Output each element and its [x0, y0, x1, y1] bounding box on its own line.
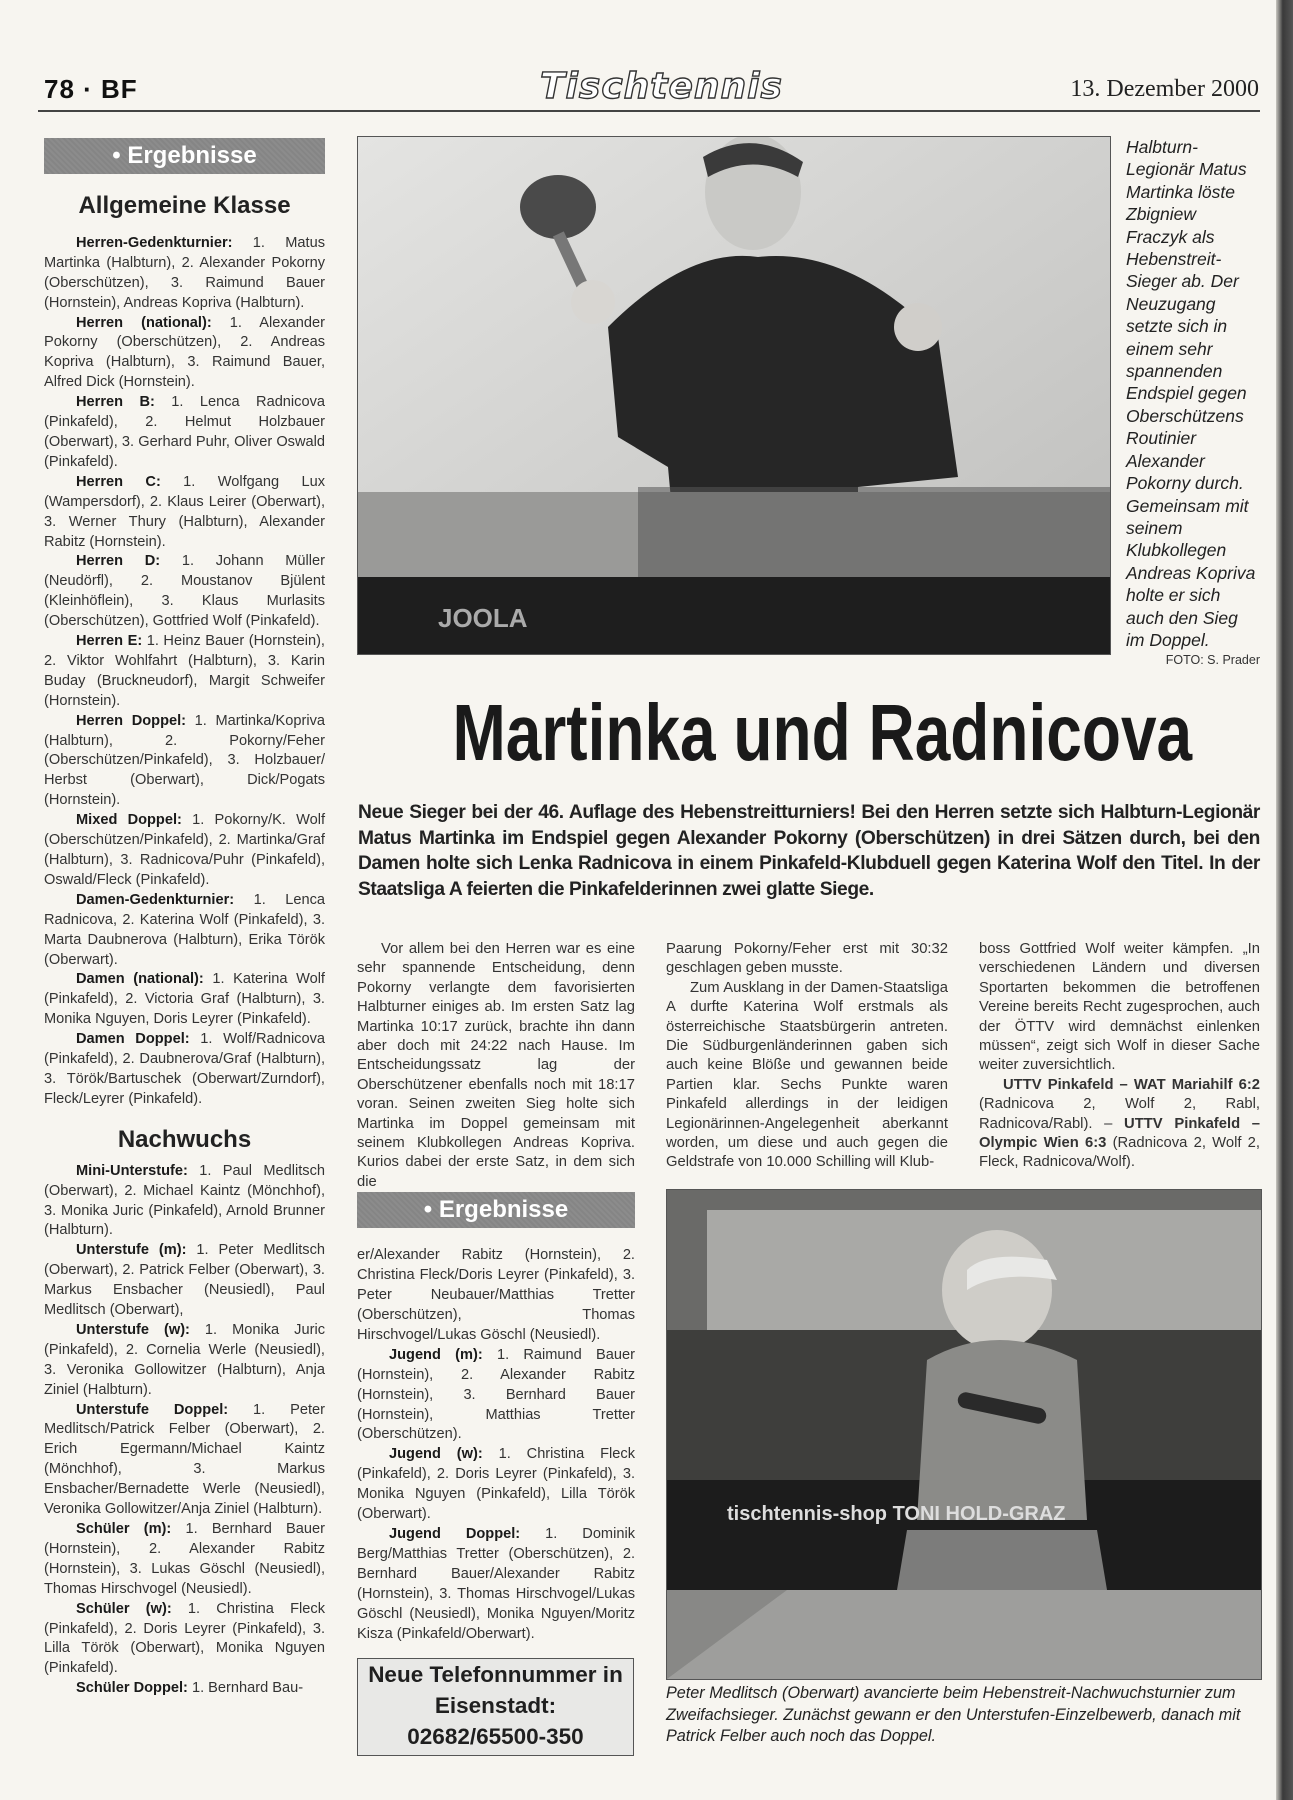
result-entry	[44, 393, 325, 473]
result-category: Herren B:	[76, 394, 155, 411]
results-box-title: • Ergebnisse	[44, 138, 325, 174]
result-category: Mixed Doppel:	[76, 812, 182, 829]
phone-notice-box	[357, 1658, 634, 1756]
photo-medlitsch	[666, 1189, 1262, 1680]
result-category: Jugend Doppel:	[389, 1525, 521, 1542]
match-2-detail: (Radnicova 2, Wolf 2, Fleck, Radnicova/Wolf).	[979, 1135, 1260, 1171]
match-1-detail: (Radnicova 2, Wolf 2, Rabl, Radnicova/Rabl). –	[979, 1096, 1260, 1132]
result-entry	[44, 1401, 325, 1520]
scan-edge-shadow	[1276, 0, 1293, 1800]
results-continued	[357, 1192, 635, 1644]
result-placings: 1. Wolfgang Lux (Wampersdorf), 2. Klaus Leirer (Oberwart), 3. Werner Thury (Halbturn), Alexander Rabitz (Hornstein).	[44, 473, 325, 550]
result-placings: 1. Bernhard Bauer (Hornstein), 2. Alexander Rabitz (Hornstein), 3. Lukas Göschl (Neusiedl), Thomas Hirschvogel (Neusiedl).	[44, 1521, 325, 1597]
result-category: Mini-Unterstufe:	[76, 1162, 188, 1179]
joola-sign: JOOLA	[438, 603, 528, 633]
photo2-caption: Peter Medlitsch (Oberwart) avancierte beim Hebenstreit-Nachwuchsturnier zum Zweifachsieger. Zunächst gewann er den Unterstufen-Einzelbewerb, danach mit Patrick Felber auch noch das Doppel.	[666, 1684, 1241, 1745]
result-placings: 1. Monika Juric (Pinkafeld), 2. Cornelia Werle (Neusiedl), 3. Veronika Gollowitzer (Halbturn), Anja Ziniel (Halbturn).	[44, 1321, 325, 1398]
result-placings: 1. Raimund Bauer (Hornstein), 2. Alexander Rabitz (Hornstein), 3. Bernhard Bauer (Hornstein), Matthias Tretter (Oberschützen).	[357, 1346, 635, 1443]
result-entry	[44, 632, 325, 712]
result-placings: 1. Peter Medlitsch (Oberwart), 2. Patrick Felber (Oberwart), 3. Markus Ensbacher (Neusiedl), Paul Medlitsch (Oberwart),	[44, 1242, 325, 1319]
result-entry	[44, 1679, 325, 1699]
result-category: Jugend (w):	[389, 1446, 483, 1463]
lead-paragraph: Neue Sieger bei der 46. Auflage des Hebenstreitturniers! Bei den Herren setzte sich Halbturn-Legionär Matus Martinka im Endspiel gegen Alexander Pokorny (Oberschützen) in drei Sätzen durch, bei den Damen holte sich Lenka Radnicova in einem Pinkafeld-Klubduell gegen Katerina Wolf den Titel. In der Staatsliga A feierten die Pinkafelderinnen zwei glatte Siege.	[358, 802, 1260, 900]
photo1-caption: Halbturn-Legionär Matus Martinka löste Zbigniew Fraczyk als Hebenstreit-Sieger ab. Der Neuzugang setzte sich in einem sehr spannenden Endspiel gegen Oberschützens Routinier Alexander Pokorny durch. Gemeinsam mit seinem Klubkollegen Andreas Kopriva holte er sich auch den Sieg im Doppel.	[1126, 137, 1256, 650]
body-paragraph: Vor allem bei den Herren war es eine sehr spannende Entscheidung, denn Pokorny verlangte dem favorisierten Halbturner einiges ab. Im ersten Satz lag Martinka 10:17 zurück, brachte ihn dann aber doch mit 24:22 nach Hause. Im Entscheidungssatz lag der Oberschützener ebenfalls noch mit 18:17 voran. Seinen zweiten Sieg holte sich Martinka im Doppel gemeinsam mit seinem Klubkollegen Andreas Kopriva. Kurios dabei der erste Satz, in dem sich die	[357, 941, 635, 1190]
result-entry	[44, 1241, 325, 1321]
result-category: Damen (national):	[76, 971, 204, 988]
result-placings: 1. Matus Martinka (Halbturn), 2. Alexander Pokorny (Oberschützen), 3. Raimund Bauer (Hornstein), Andreas Kopriva (Halbturn).	[44, 234, 325, 311]
body-paragraph: boss Gottfried Wolf weiter kämpfen. „In verschiedenen Ländern und diversen Sportarten bekommen die betroffenen Vereine bereits Recht zugesprochen, auch der ÖTTV wird demnächst einlenken müssen“, zeigt sich Wolf in dieser Sache weiter zuversichtlich.	[979, 941, 1260, 1074]
result-entry	[44, 1162, 325, 1242]
result-entry	[44, 314, 325, 394]
body-column-2	[666, 940, 948, 1173]
result-entry	[44, 552, 325, 632]
result-category: Herren-Gedenkturnier:	[76, 234, 233, 251]
result-category: Jugend (m):	[389, 1346, 483, 1363]
body-paragraph: Paarung Pokorny/Feher erst mit 30:32 geschlagen geben musste.	[666, 941, 948, 977]
result-placings: 1. Dominik Berg/Matthias Tretter (Oberschützen), 2. Bernhard Bauer/Alexander Rabitz (Hornstein), 3. Thomas Hirschvogel/Lukas Göschl (Neusiedl), Monika Nguyen/Moritz Kisza (Pinkafeld/Oberwart).	[357, 1525, 635, 1642]
youth-results-list	[44, 1162, 325, 1699]
result-category: Herren (national):	[76, 314, 212, 331]
match-results	[979, 1076, 1260, 1173]
result-entry	[44, 811, 325, 891]
result-category: Schüler Doppel:	[76, 1680, 188, 1697]
result-entry	[44, 473, 325, 553]
body-column-3	[979, 940, 1260, 1173]
result-placings: 1. Wolf/Radnicova (Pinkafeld), 2. Daubnerova/Graf (Halbturn), 3. Török/Bartuschek (Oberwart/Zurndorf), Fleck/Leyrer (Pinkafeld).	[44, 1031, 326, 1107]
photo-martinka	[357, 136, 1111, 655]
body-column-1	[357, 940, 635, 1192]
result-placings: 1. Bernhard Bau-	[187, 1680, 304, 1697]
result-entry	[357, 1445, 635, 1525]
middle-column-stack	[357, 940, 635, 1756]
body-paragraph: Zum Ausklang in der Damen-Staatsliga A durfte Katerina Wolf erstmals als österreichische Staatsbürgerin antreten. Die Südburgenländerinnen gaben sich auch keine Blöße und gewannen beide Partien klar. Sechs Punkte waren Pinkafeld allerdings in der leidigen Legionärinnen-Angelegenheit aberkannt worden, um diese und auch gegen die Geldstrafe von 10.000 Schilling will Klub-	[666, 979, 948, 1171]
result-category: Herren E:	[76, 633, 143, 650]
results-sidebar	[44, 138, 325, 1699]
table-tennis-player-photo	[358, 137, 1110, 654]
result-entry	[357, 1346, 635, 1446]
junior-player-photo	[667, 1190, 1261, 1679]
header-rule	[38, 110, 1260, 112]
page-number: 78 · BF	[44, 74, 138, 104]
result-entry	[44, 712, 325, 812]
result-category: Unterstufe Doppel:	[76, 1401, 229, 1418]
match-2: UTTV Pinkafeld – Olympic Wien 6:3	[979, 1115, 1261, 1152]
photo-credit: FOTO: S. Prader	[1165, 653, 1260, 668]
result-entry	[44, 970, 325, 1030]
result-entry	[44, 234, 325, 314]
result-category: Schüler (m):	[76, 1521, 172, 1537]
results-box-title-2: • Ergebnisse	[357, 1192, 635, 1228]
match-1: UTTV Pinkafeld – WAT Mariahilf 6:2	[1003, 1076, 1260, 1093]
result-entry	[44, 1520, 325, 1600]
result-category: Schüler (w):	[76, 1600, 172, 1617]
result-category: Damen-Gedenkturnier:	[76, 891, 235, 908]
phone-number: 02682/65500-350	[407, 1724, 584, 1750]
result-placings: 1. Christina Fleck (Pinkafeld), 2. Doris Leyrer (Pinkafeld), 3. Lilla Török (Oberwart), Monika Nguyen (Pinkafeld).	[44, 1600, 325, 1677]
result-category: Damen Doppel:	[76, 1031, 190, 1048]
result-category: Unterstufe (w):	[76, 1321, 190, 1338]
result-placings: 1. Paul Medlitsch (Oberwart), 2. Michael Kaintz (Mönchhof), 3. Monika Juric (Pinkafeld), Arnold Brunner (Halbturn).	[44, 1162, 325, 1239]
result-placings: 1. Alexander Pokorny (Oberschützen), 2. Andreas Kopriva (Halbturn), 3. Raimund Bauer, Alfred Dick (Hornstein).	[44, 314, 325, 391]
result-placings: 1. Johann Müller (Neudörfl), 2. Moustanov Bjülent (Kleinhöflein), 3. Klaus Murlasits (Oberschützen), Gottfried Wolf (Pinkafeld).	[44, 553, 325, 630]
phone-notice-line1: Neue Telefonnummer in	[368, 1662, 623, 1688]
section-title-logo: Tischtennis	[540, 66, 783, 107]
result-placings: 1. Heinz Bauer (Hornstein), 2. Viktor Wohlfahrt (Halbturn), 3. Karin Buday (Bruckneudorf), Margit Schweifer (Hornstein).	[44, 633, 325, 709]
phone-notice-line2: Eisenstadt:	[434, 1693, 557, 1719]
result-entry	[357, 1525, 635, 1644]
issue-date: 13. Dezember 2000	[1070, 76, 1259, 102]
heading-youth: Nachwuchs	[117, 1125, 252, 1153]
result-entry	[44, 1030, 325, 1110]
result-placings: 1. Peter Medlitsch/Patrick Felber (Oberwart), 2. Erich Egermann/Michael Kaintz (Mönchhof), 3. Markus Ensbacher/Bernadette Werle (Neusiedl), Veronika Gollowitzer/Anja Ziniel (Halbturn).	[44, 1401, 325, 1518]
junior-results-list	[357, 1346, 635, 1645]
results-continuation-text: er/Alexander Rabitz (Hornstein), 2. Christina Fleck/Doris Leyrer (Pinkafeld), 3. Peter Neubauer/Matthias Tretter (Oberschützen), Thomas Hirschvogel/Lukas Göschl (Neusiedl).	[357, 1247, 635, 1343]
result-entry	[44, 1321, 325, 1401]
headline	[360, 688, 1250, 778]
shop-sign: tischtennis-shop TONI HOLD-GRAZ	[727, 1503, 1066, 1525]
result-entry	[44, 891, 325, 971]
heading-general-class: Allgemeine Klasse	[78, 192, 291, 219]
result-category: Herren D:	[76, 553, 161, 570]
result-placings: 1. Martinka/Kopriva (Halbturn), 2. Pokorny/Feher (Oberschützen/Pinkafeld), 3. Holzbauer/ Herbst (Oberwart), Dick/Pogats (Hornstein).	[44, 712, 325, 809]
result-placings: 1. Lenca Radnicova (Pinkafeld), 2. Helmut Holzbauer (Oberwart), 3. Gerhard Puhr, Oliver Oswald (Pinkafeld).	[44, 394, 325, 470]
result-category: Herren C:	[76, 473, 161, 490]
result-category: Unterstufe (m):	[76, 1242, 187, 1259]
result-placings: 1. Katerina Wolf (Pinkafeld), 2. Victoria Graf (Halbturn), 3. Monika Nguyen, Doris Leyrer (Pinkafeld).	[44, 971, 325, 1028]
result-placings: 1. Lenca Radnicova, 2. Katerina Wolf (Pinkafeld), 3. Marta Daubnerova (Halbturn), Erika Török (Oberwart).	[44, 891, 325, 968]
result-entry	[44, 1600, 325, 1680]
photo1-caption-block	[1126, 136, 1260, 668]
result-category: Herren Doppel:	[76, 712, 187, 729]
result-placings: 1. Pokorny/K. Wolf (Oberschützen/Pinkafeld), 2. Martinka/Graf (Halbturn), 3. Radnicova/Puhr (Pinkafeld), Oswald/Fleck (Pinkafeld).	[44, 812, 325, 888]
result-placings: 1. Christina Fleck (Pinkafeld), 2. Doris Leyrer (Pinkafeld), 3. Monika Nguyen (Pinkafeld), Lilla Török (Oberwart).	[357, 1446, 635, 1523]
general-results-list	[44, 234, 325, 1110]
headline-text: Martinka und Radnicova	[452, 688, 1193, 777]
